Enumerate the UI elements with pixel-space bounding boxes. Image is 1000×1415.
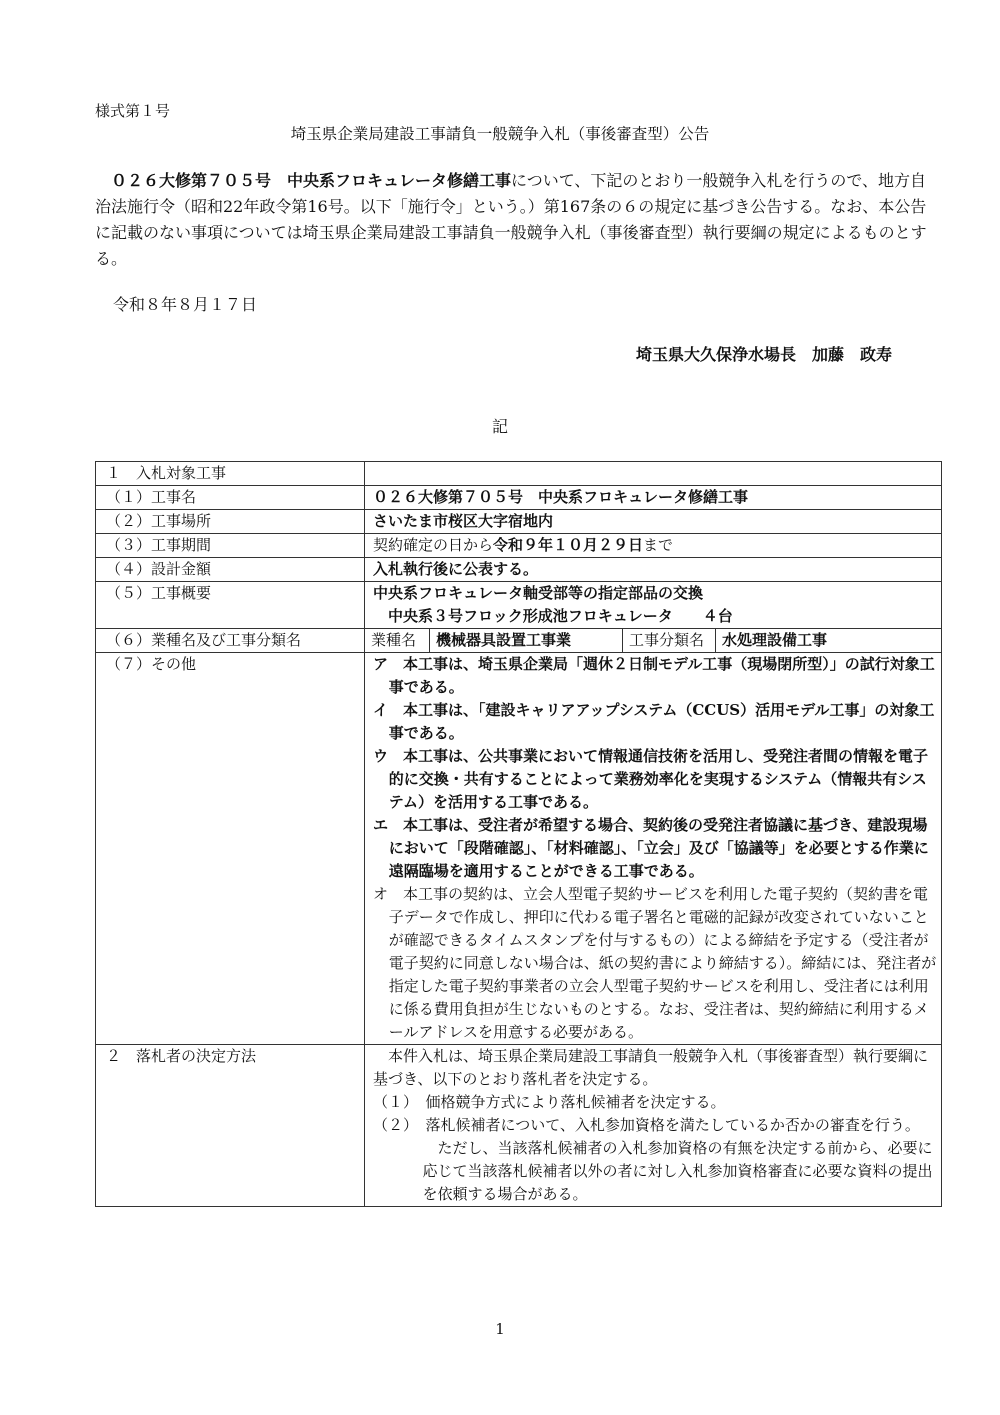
table-row (96, 582, 942, 629)
row-value-location: さいたま市桜区大字宿地内 (365, 510, 942, 534)
intro-paragraph (95, 168, 940, 272)
intro-text: について、下記のとおり一般競争入札を行うので、地方自治法施行令（昭和22年政令第16号。以下「施行令」という。）第167条の６の規定に基づき公告する。なお、本公告に記載のない事項については埼玉県企業局建設工事請負一般競争入札（事後審査型）執行要綱の規定によるものとする。 (95, 171, 927, 268)
table-row (96, 558, 942, 582)
section-2-item-2: （２） 落札候補者について、入札参加資格を満たしているか否かの審査を行う。 (373, 1116, 920, 1134)
other-item-o: オ 本工事の契約は、立会人型電子契約サービスを利用した電子契約（契約書を電子データで作成し、押印に代わる電子署名と電磁的記録が改変されていないことが確認できるタイムスタンプを付与するもの）による締結を予定する（受注者が電子契約に同意しない場合は、紙の契約書により締結する）。締結には、発注者が指定した電子契約事業者の立会人型電子契約サービスを利用し、受注者には利用に係る費用負担が生じないものとする。なお、受注者は、契約締結に利用するメールアドレスを用意する必要がある。 (373, 885, 937, 1041)
row-label-other: （７）その他 (96, 653, 365, 1045)
industry-key-label: 業種名 (371, 631, 417, 649)
section-2-label: ２ 落札者の決定方法 (96, 1045, 365, 1207)
row-value-project-name: ０２６大修第７０５号 中央系フロキュレータ修繕工事 (365, 486, 942, 510)
period-suffix: まで (643, 536, 674, 554)
overview-line-1: 中央系フロキュレータ軸受部等の指定部品の交換 (373, 584, 704, 602)
issuer-name: 埼玉県大久保浄水場長 加藤 政寿 (635, 345, 892, 364)
notice-table (95, 461, 942, 1207)
document-title: 埼玉県企業局建設工事請負一般競争入札（事後審査型）公告 (290, 125, 710, 143)
section-2-value (365, 1045, 942, 1207)
other-item-e: エ 本工事は、受注者が希望する場合、契約後の受発注者協議に基づき、建設現場において「段階確認」、「材料確認」、「立会」及び「協議等」を必要とする作業に遠隔臨場を適用することができる工事である。 (373, 816, 929, 880)
other-item-u: ウ 本工事は、公共事業において情報通信技術を活用し、受発注者間の情報を電子的に交換・共有することによって業務効率化を実現するシステム（情報共有システム）を活用する工事である。 (373, 747, 929, 811)
other-item-i: イ 本工事は、「建設キャリアアップシステム（CCUS）活用モデル工事」の対象工事である。 (373, 701, 935, 742)
row-label-period: （３）工事期間 (96, 534, 365, 558)
row-label-location: （２）工事場所 (96, 510, 365, 534)
overview-line-2: 中央系３号フロック形成池フロキュレータ ４台 (373, 607, 733, 625)
row-label-overview: （５）工事概要 (96, 582, 365, 629)
table-row (96, 1045, 942, 1207)
table-row (96, 510, 942, 534)
page-number: 1 (495, 1320, 505, 1338)
section-2-item-2-note: ただし、当該落札候補者の入札参加資格の有無を決定する前から、必要に応じて当該落札候補者以外の者に対し入札参加資格審査に必要な資料の提出を依頼する場合がある。 (422, 1139, 933, 1203)
table-row (96, 653, 942, 1045)
table-row (96, 486, 942, 510)
section-2-item-1: （１） 価格競争方式により落札候補者を決定する。 (373, 1093, 726, 1111)
notice-date: 令和８年８月１７日 (113, 295, 258, 314)
row-value-overview (365, 582, 942, 629)
row-label-industry: （６）業種名及び工事分類名 (96, 629, 365, 653)
section-1-value (365, 462, 942, 486)
table-row (96, 629, 942, 653)
industry-subtable (365, 629, 941, 652)
work-class-value: 水処理設備工事 (716, 629, 942, 652)
row-value-design-amount: 入札執行後に公表する。 (365, 558, 942, 582)
ki-heading: 記 (491, 417, 508, 436)
section-2-intro: 本件入札は、埼玉県企業局建設工事請負一般競争入札（事後審査型）執行要綱に基づき、以下のとおり落札者を決定する。 (373, 1047, 929, 1088)
row-value-industry (365, 629, 942, 653)
industry-value: 機械器具設置工事業 (430, 629, 623, 652)
row-value-period (365, 534, 942, 558)
intro-project-name: ０２６大修第７０５号 中央系フロキュレータ修繕工事 (111, 171, 512, 190)
row-label-design-amount: （４）設計金額 (96, 558, 365, 582)
section-1-label: １ 入札対象工事 (96, 462, 365, 486)
period-start: 契約確定の日から (373, 536, 494, 554)
other-item-a: ア 本工事は、埼玉県企業局「週休２日制モデル工事（現場閉所型）」の試行対象工事である。 (373, 655, 935, 696)
form-number: 様式第１号 (95, 102, 171, 120)
row-label-project-name: （１）工事名 (96, 486, 365, 510)
period-end-date: 令和９年１０月２９日 (493, 536, 644, 554)
row-value-other (365, 653, 942, 1045)
table-row (96, 462, 942, 486)
work-class-key-label: 工事分類名 (623, 629, 716, 652)
table-row (96, 534, 942, 558)
